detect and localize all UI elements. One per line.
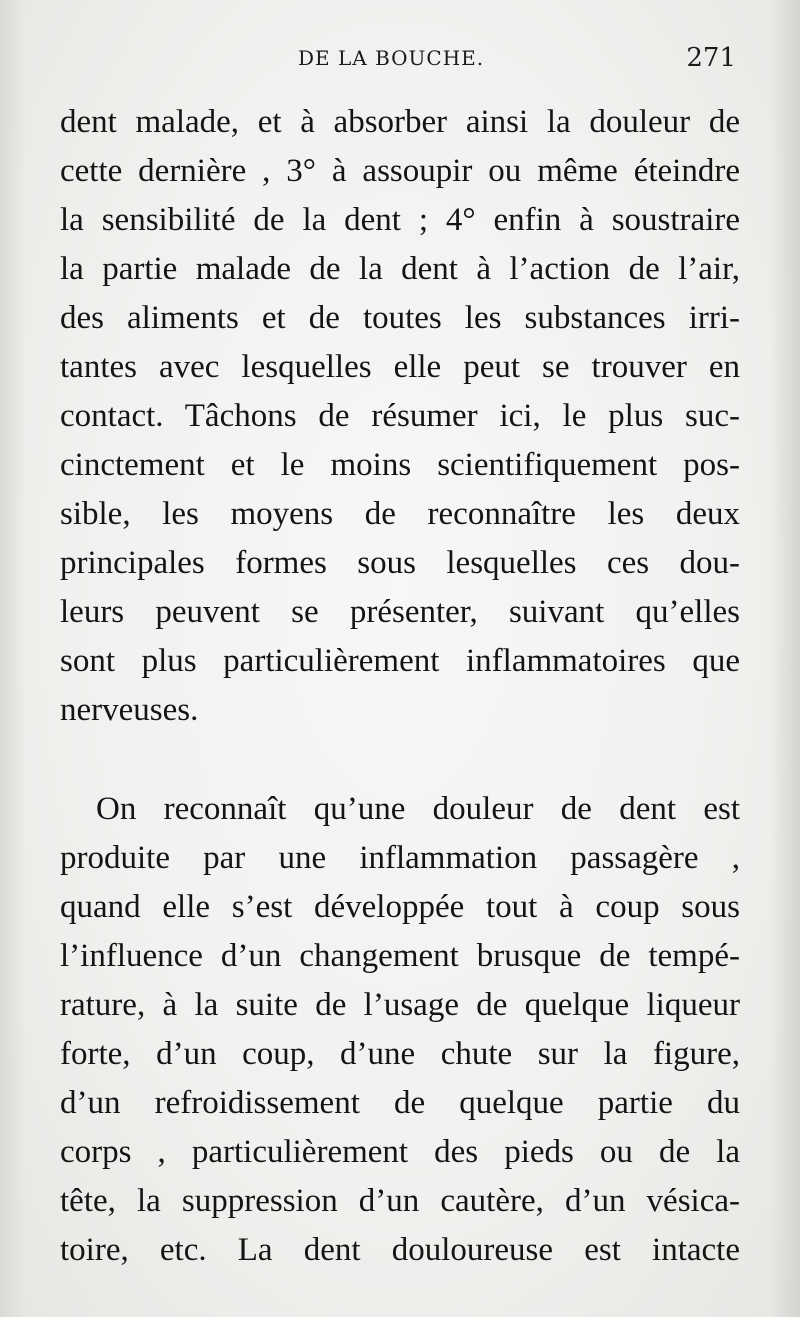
text-line: produite par une inflammation passagère , xyxy=(60,840,740,876)
text-line: forte, d’un coup, d’une chute sur la figure, xyxy=(60,1036,740,1072)
text-line: sible, les moyens de reconnaître les deux xyxy=(60,496,740,532)
text-line: On reconnaît qu’une douleur de dent est xyxy=(96,791,740,827)
paragraph-spacer xyxy=(60,735,740,785)
text-line: sont plus particulièrement inflammatoires que xyxy=(60,643,740,679)
text-line: l’influence d’un changement brusque de tempé- xyxy=(60,938,740,974)
body-text xyxy=(60,98,740,1275)
text-line: la sensibilité de la dent ; 4° enfin à soustraire xyxy=(60,202,740,238)
text-line: principales formes sous lesquelles ces dou- xyxy=(60,545,740,581)
running-head: DE LA BOUCHE. xyxy=(298,46,485,70)
text-line: dent malade, et à absorber ainsi la douleur de xyxy=(60,104,740,140)
page-edge-shadow-left xyxy=(0,0,26,1317)
text-line: tantes avec lesquelles elle peut se trouver en xyxy=(60,349,740,385)
text-line: leurs peuvent se présenter, suivant qu’elles xyxy=(60,594,740,630)
text-line: des aliments et de toutes les substances irri- xyxy=(60,300,740,336)
text-line: cette dernière , 3° à assoupir ou même éteindre xyxy=(60,153,740,189)
text-line: corps , particulièrement des pieds ou de la xyxy=(60,1134,740,1170)
paragraph-2 xyxy=(60,785,740,1275)
paragraph-1 xyxy=(60,98,740,735)
text-line: cinctement et le moins scientifiquement pos- xyxy=(60,447,740,483)
text-line: rature, à la suite de l’usage de quelque liqueur xyxy=(60,987,740,1023)
page-header xyxy=(60,42,740,78)
text-line: contact. Tâchons de résumer ici, le plus suc- xyxy=(60,398,740,434)
text-line: la partie malade de la dent à l’action de l’air, xyxy=(60,251,740,287)
page-edge-shadow-right xyxy=(770,0,800,1317)
page-number: 271 xyxy=(686,43,736,73)
text-line: tête, la suppression d’un cautère, d’un vésica- xyxy=(60,1183,740,1219)
text-line: d’un refroidissement de quelque partie du xyxy=(60,1085,740,1121)
text-line: nerveuses. xyxy=(60,692,199,728)
text-line: toire, etc. La dent douloureuse est intacte xyxy=(60,1232,740,1268)
text-line: quand elle s’est développée tout à coup sous xyxy=(60,889,740,925)
